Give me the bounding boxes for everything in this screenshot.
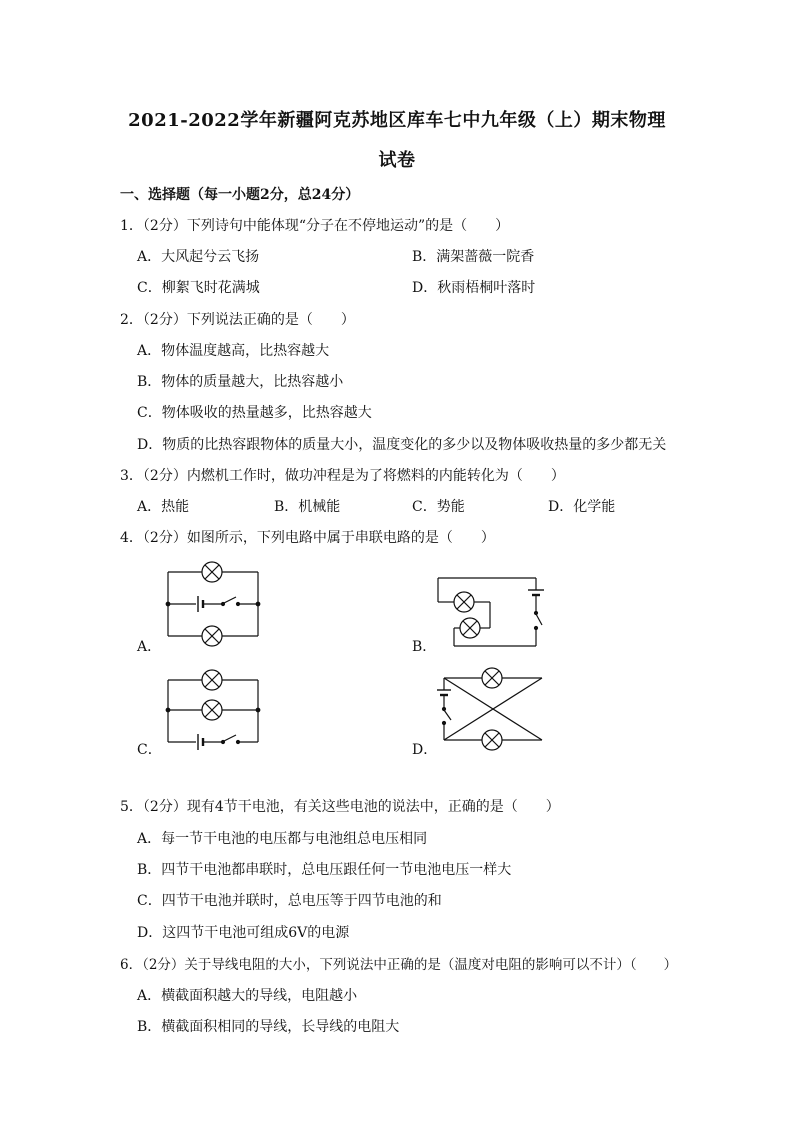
circuit-label-c: C． xyxy=(137,742,162,758)
question-5-option-b: B．四节干电池都串联时，总电压跟任何一节电池电压一样大 xyxy=(137,862,512,878)
question-1-option-c: C．柳絮飞时花满城 xyxy=(137,280,260,296)
question-2-option-a: A．物体温度越高，比热容越大 xyxy=(137,343,330,359)
question-4-stem: 4．（2分）如图所示，下列电路中属于串联电路的是（ ） xyxy=(120,530,495,546)
question-2-option-d: D．物质的比热容跟物体的质量大小，温度变化的多少以及物体吸收热量的多少都无关 xyxy=(137,437,667,453)
question-2-stem: 2．（2分）下列说法正确的是（ ） xyxy=(120,312,355,328)
circuit-diagram-d xyxy=(432,664,552,754)
circuit-diagram-b xyxy=(432,572,552,652)
question-5-option-c: C．四节干电池并联时，总电压等于四节电池的和 xyxy=(137,893,442,909)
page-title-cont: 试卷 xyxy=(378,150,416,171)
question-6-stem: 6．（2分）关于导线电阻的大小，下列说法中正确的是（温度对电阻的影响可以不计）（ ） xyxy=(120,957,678,973)
question-3-option-d: D．化学能 xyxy=(548,499,616,515)
question-2-option-c: C．物体吸收的热量越多，比热容越大 xyxy=(137,405,372,421)
circuit-label-a: A． xyxy=(137,639,162,655)
circuit-label-b: B． xyxy=(412,639,437,655)
circuit-label-d: D． xyxy=(412,742,438,758)
question-5-option-d: D．这四节干电池可组成6V的电源 xyxy=(137,925,350,941)
section-heading: 一、选择题（每一小题2分，总24分） xyxy=(120,187,360,203)
question-6-option-a: A．横截面积越大的导线，电阻越小 xyxy=(137,988,358,1004)
page-title: 2021-2022学年新疆阿克苏地区库车七中九年级（上）期末物理 xyxy=(128,110,666,131)
question-1-option-d: D．秋雨梧桐叶落时 xyxy=(412,280,536,296)
question-1-option-a: A．大风起兮云飞扬 xyxy=(137,249,260,265)
circuit-diagram-a xyxy=(160,560,270,650)
question-3-option-a: A．热能 xyxy=(137,499,190,515)
circuit-diagram-c xyxy=(160,668,270,754)
question-1-stem: 1．（2分）下列诗句中能体现“分子在不停地运动”的是（ ） xyxy=(120,218,510,234)
question-2-option-b: B．物体的质量越大，比热容越小 xyxy=(137,374,344,390)
question-5-stem: 5．（2分）现有4节干电池，有关这些电池的说法中，正确的是（ ） xyxy=(120,799,560,815)
question-3-stem: 3．（2分）内燃机工作时，做功冲程是为了将燃料的内能转化为（ ） xyxy=(120,468,565,484)
question-6-option-b: B．横截面积相同的导线，长导线的电阻大 xyxy=(137,1019,400,1035)
question-3-option-b: B．机械能 xyxy=(274,499,341,515)
question-3-option-c: C．势能 xyxy=(412,499,465,515)
question-1-option-b: B．满架蔷薇一院香 xyxy=(412,249,535,265)
question-5-option-a: A．每一节干电池的电压都与电池组总电压相同 xyxy=(137,831,428,847)
